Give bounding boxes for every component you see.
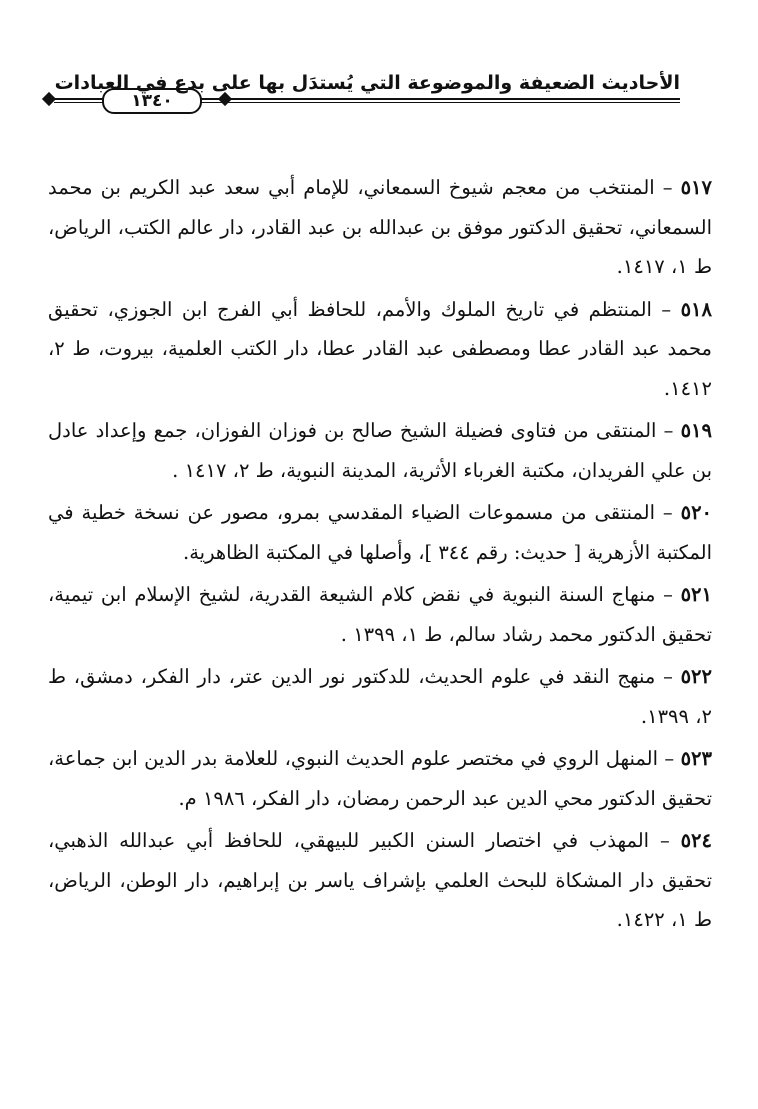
entry-text: المنتخب من معجم شيوخ السمعاني، للإمام أبي سعد عبد الكريم بن محمد السمعاني، تحقيق الدكتور موفق بن عبدالله بن عبد القادر، دار عالم الكتب، الرياض، ط ١، ١٤١٧. [48, 176, 712, 278]
entry-number: ٥٢٣ [680, 747, 712, 770]
bibliography-list [48, 168, 712, 943]
entry-number: ٥٢١ [680, 583, 712, 606]
entry-text: المنهل الروي في مختصر علوم الحديث النبوي، للعلامة بدر الدين ابن جماعة، تحقيق الدكتور محي الدين عبد الرحمن رمضان، دار الفكر، ١٩٨٦ م. [48, 747, 712, 810]
bibliography-entry-518: ٥١٨ – المنتظم في تاريخ الملوك والأمم، للحافظ أبي الفرج ابن الجوزي، تحقيق محمد عبد القادر عطا ومصطفى عبد القادر عطا، دار الكتب العلمية، بيروت، ط ٢، ١٤١٢. [48, 297, 712, 400]
diamond-ornament-left-icon [42, 92, 56, 106]
bibliography-entry-524: ٥٢٤ – المهذب في اختصار السنن الكبير للبيهقي، للحافظ أبي عبدالله الذهبي، تحقيق دار المشكاة للبحث العلمي بإشراف ياسر بن إبراهيم، دار الوطن، الرياض، ط ١، ١٤٢٢. [48, 829, 712, 931]
entry-number: ٥١٧ [680, 176, 712, 199]
entry-number: ٥٢٠ [680, 501, 713, 524]
entry-number: ٥٢٢ [680, 665, 712, 688]
bibliography-entry-521: ٥٢١ – منهاج السنة النبوية في نقض كلام الشيعة القدرية، لشيخ الإسلام ابن تيمية، تحقيق الدكتور محمد رشاد سالم، ط ١، ١٣٩٩ . [48, 583, 712, 646]
entry-text: منهاج السنة النبوية في نقض كلام الشيعة القدرية، لشيخ الإسلام ابن تيمية، تحقيق الدكتور محمد رشاد سالم، ط ١، ١٣٩٩ . [48, 583, 712, 646]
entry-number: ٥١٩ [680, 419, 712, 442]
page-number: ١٣٤٠ [102, 88, 202, 114]
entry-text: المنتظم في تاريخ الملوك والأمم، للحافظ أبي الفرج ابن الجوزي، تحقيق محمد عبد القادر عطا ومصطفى عبد القادر عطا، دار الكتب العلمية، بيروت، ط ٢، ١٤١٢. [48, 297, 712, 400]
entry-text: المنتقى من فتاوى فضيلة الشيخ صالح بن فوزان الفوزان، جمع وإعداد عادل بن علي الفريدان، مكتبة الغرباء الأثرية، المدينة النبوية، ط ٢، ١٤١٧ . [48, 419, 712, 482]
diamond-ornament-right-icon [218, 92, 232, 106]
page-header [40, 70, 680, 110]
entry-number: ٥٢٤ [680, 829, 712, 852]
entry-number: ٥١٨ [680, 297, 712, 321]
bibliography-entry-517: ٥١٧ – المنتخب من معجم شيوخ السمعاني، للإمام أبي سعد عبد الكريم بن محمد السمعاني، تحقيق الدكتور موفق بن عبدالله بن عبد القادر، دار عالم الكتب، الرياض، ط ١، ١٤١٧. [48, 176, 712, 278]
entry-text: المنتقى من مسموعات الضياء المقدسي بمرو، مصور عن نسخة خطية في المكتبة الأزهرية [ حديث: رقم ٣٤٤ ]، وأصلها في المكتبة الظاهرية. [48, 501, 712, 564]
bibliography-entry-520: ٥٢٠ – المنتقى من مسموعات الضياء المقدسي بمرو، مصور عن نسخة خطية في المكتبة الأزهرية [ حديث: رقم ٣٤٤ ]، وأصلها في المكتبة الظاهرية. [48, 501, 713, 564]
bibliography-entry-523: ٥٢٣ – المنهل الروي في مختصر علوم الحديث النبوي، للعلامة بدر الدين ابن جماعة، تحقيق الدكتور محي الدين عبد الرحمن رمضان، دار الفكر، ١٩٨٦ م. [48, 747, 712, 810]
running-title: الأحاديث الضعيفة والموضوعة التي يُستدَل بها على بدع في العبادات [54, 72, 680, 94]
bibliography-entry-519: ٥١٩ – المنتقى من فتاوى فضيلة الشيخ صالح بن فوزان الفوزان، جمع وإعداد عادل بن علي الفريدان، مكتبة الغرباء الأثرية، المدينة النبوية، ط ٢، ١٤١٧ . [48, 419, 712, 482]
bibliography-entry-522: ٥٢٢ – منهج النقد في علوم الحديث، للدكتور نور الدين عتر، دار الفكر، دمشق، ط ٢، ١٣٩٩. [48, 665, 712, 728]
entry-text: المهذب في اختصار السنن الكبير للبيهقي، للحافظ أبي عبدالله الذهبي، تحقيق دار المشكاة للبحث العلمي بإشراف ياسر بن إبراهيم، دار الوطن، الرياض، ط ١، ١٤٢٢. [48, 829, 712, 931]
entry-text: منهج النقد في علوم الحديث، للدكتور نور الدين عتر، دار الفكر، دمشق، ط ٢، ١٣٩٩. [48, 665, 712, 728]
